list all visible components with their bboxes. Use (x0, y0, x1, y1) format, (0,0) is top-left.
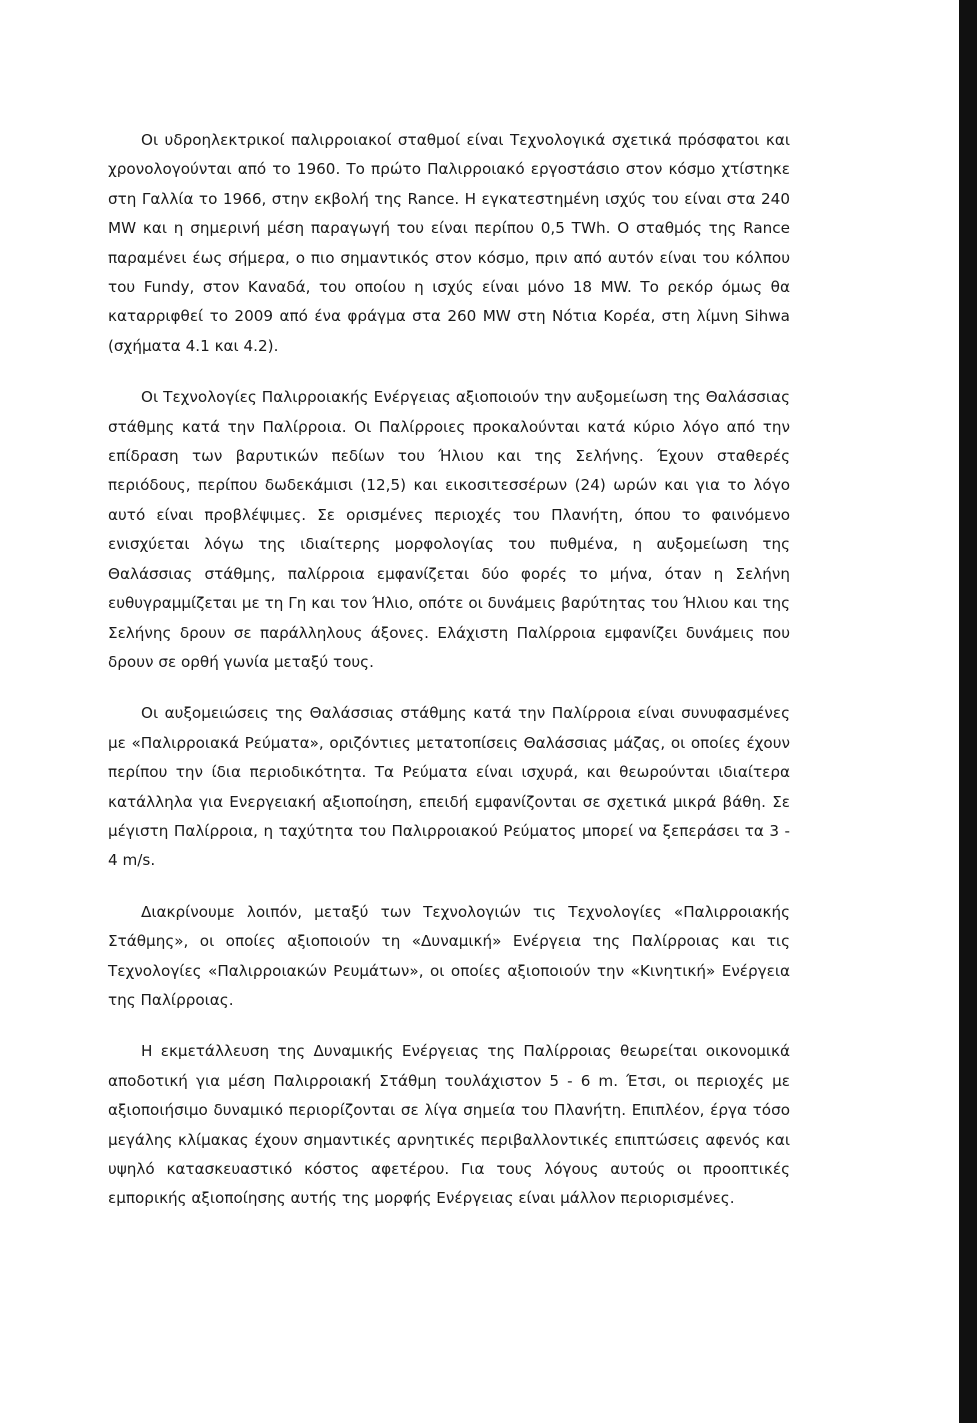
paragraph: Η εκμετάλλευση της Δυναμικής Ενέργειας της Παλίρροιας θεωρείται οικονομικά αποδοτική για μέση Παλιρροιακή Στάθμη τουλάχιστον 5 - 6 m. Έτσι, οι περιοχές με αξιοποιήσιμο δυναμικό περιορίζονται σε λίγα σημεία του Πλανήτη. Επιπλέον, έργα τόσο μεγάλης κλίμακας έχουν σημαντικές αρνητικές περιβαλλοντικές επιπτώσεις αφενός και υψηλό κατασκευαστικό κόστος αφετέρου. Για τους λόγους αυτούς οι προοπτικές εμπορικής αξιοποίησης αυτής της μορφής Ενέργειας είναι μάλλον περιορισμένες. (108, 1042, 790, 1208)
scan-edge-border (959, 0, 977, 1423)
paragraph: Οι υδροηλεκτρικοί παλιρροιακοί σταθμοί είναι Τεχνολογικά σχετικά πρόσφατοι και χρονολογούνται από το 1960. Το πρώτο Παλιρροιακό εργοστάσιο στον κόσμο χτίστηκε στη Γαλλία το 1966, στην εκβολή της Rance. Η εγκατεστημένη ισχύς του είναι στα 240 MW και η σημερινή μέση παραγωγή του είναι περίπου 0,5 TWh. Ο σταθμός της Rance παραμένει έως σήμερα, ο πιο σημαντικός στον κόσμο, πριν από αυτόν είναι του κόλπου του Fundy, στον Καναδά, του οποίου η ισχύς είναι μόνο 18 MW. Το ρεκόρ όμως θα καταρριφθεί το 2009 από ένα φράγμα στα 260 MW στη Νότια Κορέα, στη λίμνη Sihwa (σχήματα 4.1 και 4.2). (108, 131, 790, 355)
body-text (108, 126, 790, 1214)
paragraph: Διακρίνουμε λοιπόν, μεταξύ των Τεχνολογιών τις Τεχνολογίες «Παλιρροιακής Στάθμης», οι οποίες αξιοποιούν τη «Δυναμική» Ενέργεια της Παλίρροιας και τις Τεχνολογίες «Παλιρροιακών Ρευμάτων», οι οποίες αξιοποιούν την «Κινητική» Ενέργεια της Παλίρροιας. (108, 902, 790, 1009)
paragraph: Οι Τεχνολογίες Παλιρροιακής Ενέργειας αξιοποιούν την αυξομείωση της Θαλάσσιας στάθμης κατά την Παλίρροια. Οι Παλίρροιες προκαλούνται κατά κύριο λόγο από την επίδραση των βαρυτικών πεδίων του Ήλιου και της Σελήνης. Έχουν σταθερές περιόδους, περίπου δωδεκάμισι (12,5) και εικοσιτεσσέρων (24) ωρών και για το λόγο αυτό είναι προβλέψιμες. Σε ορισμένες περιοχές του Πλανήτη, όπου το φαινόμενο ενισχύεται λόγω της ιδιαίτερης μορφολογίας του πυθμένα, η αυξομείωση της Θαλάσσιας στάθμης, παλίρροια εμφανίζεται δύο φορές το μήνα, όταν η Σελήνη ευθυγραμμίζεται με τη Γη και τον Ήλιο, οπότε οι δυνάμεις βαρύτητας του Ήλιου και της Σελήνης δρουν σε παράλληλους άξονες. Ελάχιστη Παλίρροια εμφανίζει δυνάμεις που δρουν σε ορθή γωνία μεταξύ τους. (108, 388, 790, 671)
paragraph: Οι αυξομειώσεις της Θαλάσσιας στάθμης κατά την Παλίρροια είναι συνυφασμένες με «Παλιρροιακά Ρεύματα», οριζόντιες μετατοπίσεις Θαλάσσιας μάζας, οι οποίες έχουν περίπου την ίδια περιοδικότητα. Τα Ρεύματα είναι ισχυρά, και θεωρούνται ιδιαίτερα κατάλληλα για Ενεργειακή αξιοποίηση, επειδή εμφανίζονται σε σχετικά μικρά βάθη. Σε μέγιστη Παλίρροια, η ταχύτητα του Παλιρροιακού Ρεύματος μπορεί να ξεπεράσει τα 3 - 4 m/s. (108, 704, 790, 870)
